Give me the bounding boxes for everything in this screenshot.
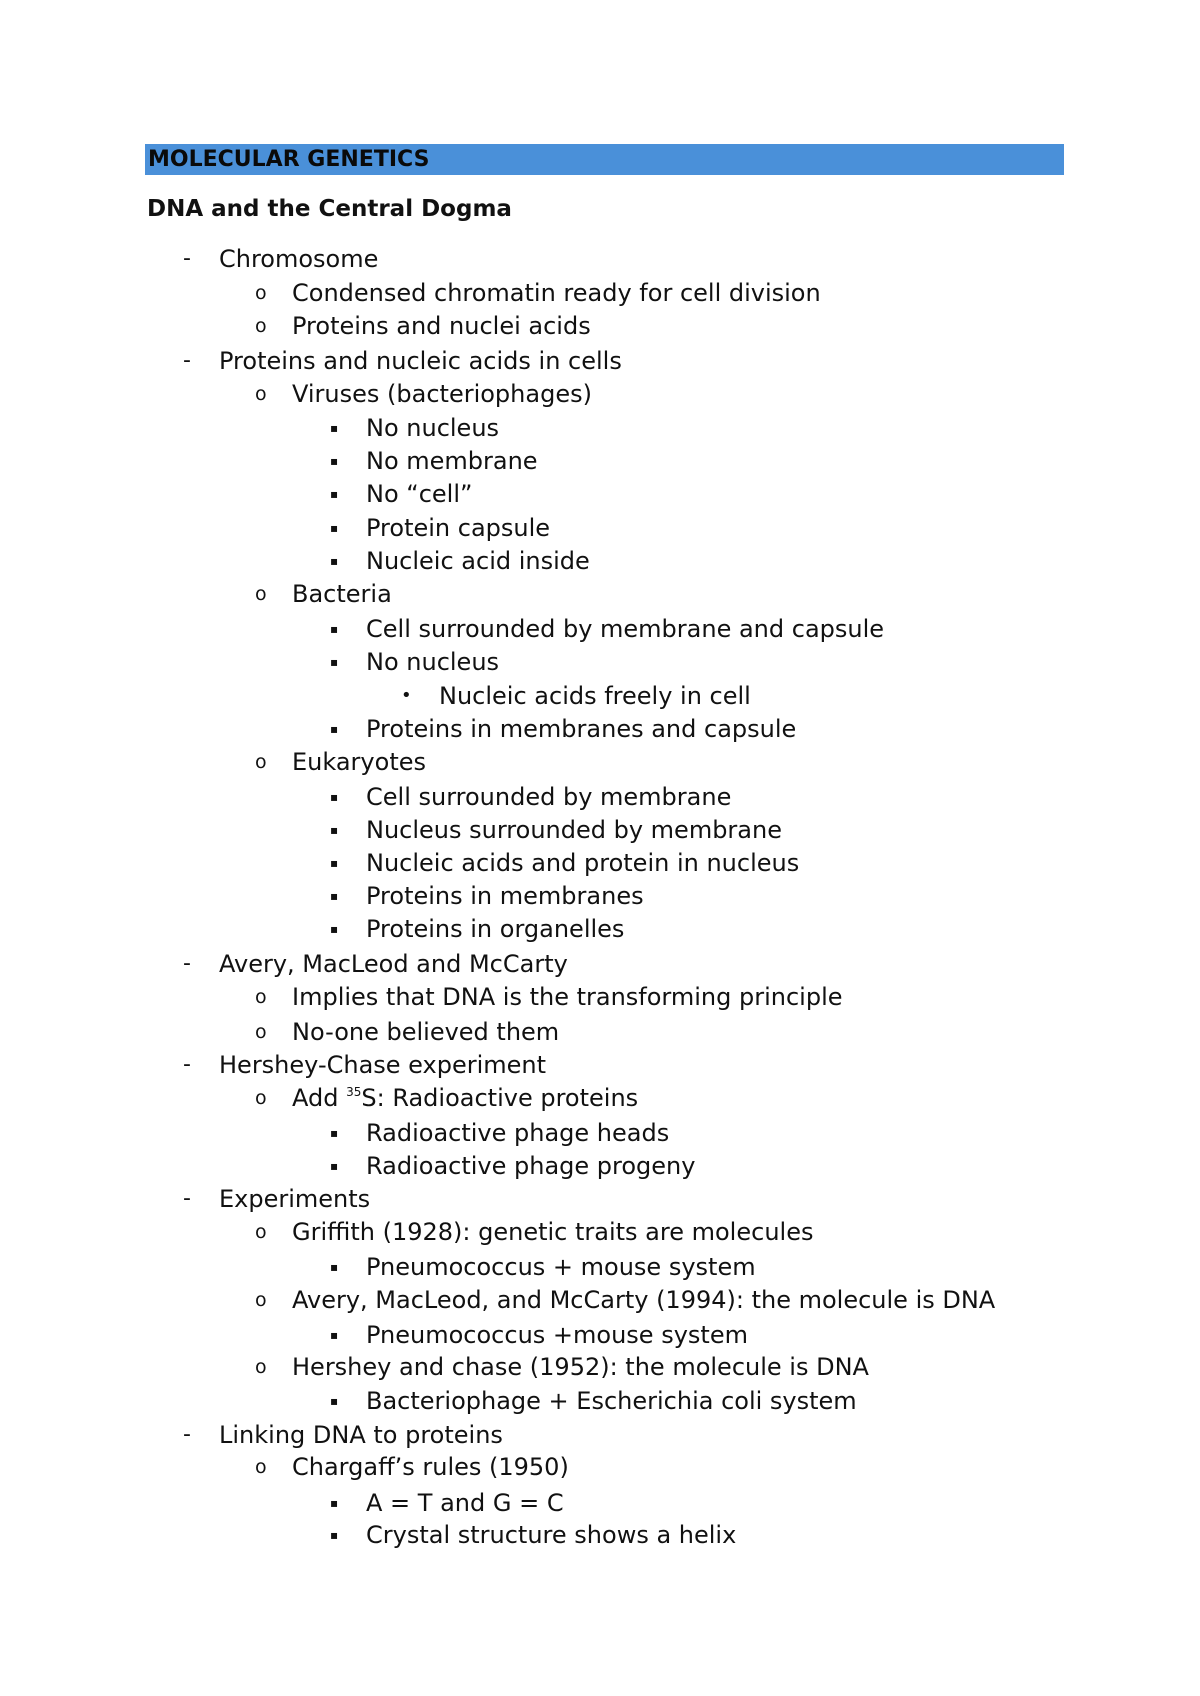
list-item-label: Cell surrounded by membrane: [366, 783, 732, 811]
list-item-text: [366, 1118, 669, 1148]
square-bullet-icon: ▪: [330, 487, 339, 501]
list-item-text: [366, 546, 590, 576]
list-item-text: [366, 446, 538, 476]
dash-bullet: -: [183, 1186, 191, 1211]
list-item-label: Chromosome: [219, 245, 379, 273]
square-bullet-icon: ▪: [330, 521, 339, 535]
list-item-label: Crystal structure shows a helix: [366, 1521, 737, 1549]
circle-bullet: o: [255, 751, 267, 773]
list-item-label: Bacteria: [292, 580, 392, 608]
dash-bullet: -: [183, 1422, 191, 1447]
square-bullet-icon: ▪: [330, 1159, 339, 1173]
list-item-label: Nucleus surrounded by membrane: [366, 816, 782, 844]
circle-bullet: o: [255, 1021, 267, 1043]
list-item-label: A = T and G = C: [366, 1489, 564, 1517]
list-item-label: Bacteriophage + Escherichia coli system: [366, 1387, 857, 1415]
list-item-text: [292, 747, 426, 777]
square-bullet-icon: ▪: [330, 856, 339, 870]
list-item-label: Radioactive phage heads: [366, 1119, 670, 1147]
list-item-label: Experiments: [219, 1185, 371, 1213]
list-item-label: Implies that DNA is the transforming principle: [292, 983, 843, 1011]
circle-bullet: o: [255, 1289, 267, 1311]
square-bullet-icon: ▪: [330, 454, 339, 468]
list-item-text: [219, 949, 568, 979]
list-item-label: No nucleus: [366, 648, 500, 676]
list-item-text: [366, 714, 796, 744]
list-item-label: Pneumococcus + mouse system: [366, 1253, 756, 1281]
list-item-text: [292, 1017, 559, 1047]
list-item-text: [366, 1520, 736, 1550]
list-item-text: [366, 479, 472, 509]
list-item-label: Proteins and nuclei acids: [292, 312, 591, 340]
square-bullet-icon: ▪: [330, 622, 339, 636]
list-item-text: [292, 1352, 869, 1382]
list-item-label: No-one believed them: [292, 1018, 560, 1046]
list-item-text: [366, 815, 782, 845]
list-item-text: [219, 1184, 370, 1214]
dash-bullet: -: [183, 246, 191, 271]
list-item-label: No “cell”: [366, 480, 473, 508]
list-item-text: [366, 848, 799, 878]
list-item-text: [292, 579, 392, 609]
list-item-label: Avery, MacLeod and McCarty: [219, 950, 568, 978]
circle-bullet: o: [255, 1356, 267, 1378]
list-item-label: Proteins and nucleic acids in cells: [219, 347, 622, 375]
square-bullet-icon: ▪: [330, 1528, 339, 1542]
list-item-text: [219, 1420, 503, 1450]
list-item-label: Radioactive phage progeny: [366, 1152, 696, 1180]
square-bullet-icon: ▪: [330, 421, 339, 435]
list-item-text: [292, 1285, 995, 1315]
list-item-label: S: Radioactive proteins: [361, 1084, 639, 1112]
dot-bullet: •: [401, 685, 412, 706]
square-bullet-icon: ▪: [330, 1328, 339, 1342]
list-item-prefix: Add: [292, 1084, 347, 1112]
list-item-label: No membrane: [366, 447, 538, 475]
square-bullet-icon: ▪: [330, 722, 339, 736]
list-item-text: [366, 1386, 857, 1416]
square-bullet-icon: ▪: [330, 1394, 339, 1408]
list-item-label: Viruses (bacteriophages): [292, 380, 592, 408]
list-item-label: Chargaff’s rules (1950): [292, 1453, 569, 1481]
circle-bullet: o: [255, 383, 267, 405]
list-item-text: [366, 413, 499, 443]
list-item-label: Hershey and chase (1952): the molecule is DNA: [292, 1353, 869, 1381]
list-item-text: [366, 1151, 695, 1181]
superscript-isotope: 35: [346, 1085, 362, 1099]
circle-bullet: o: [255, 315, 267, 337]
list-item-text: [366, 782, 731, 812]
list-item-label: Proteins in membranes and capsule: [366, 715, 797, 743]
list-item-label: Nucleic acid inside: [366, 547, 590, 575]
dash-bullet: -: [183, 951, 191, 976]
list-item-text: [219, 346, 622, 376]
list-item-text: [292, 379, 592, 409]
square-bullet-icon: ▪: [330, 922, 339, 936]
square-bullet-icon: ▪: [330, 1496, 339, 1510]
list-item-text: [292, 278, 821, 308]
list-item-text: [366, 914, 624, 944]
square-bullet-icon: ▪: [330, 889, 339, 903]
list-item-label: Proteins in organelles: [366, 915, 625, 943]
dash-bullet: -: [183, 1052, 191, 1077]
square-bullet-icon: ▪: [330, 1126, 339, 1140]
list-item-text: [292, 1083, 638, 1113]
document-title: MOLECULAR GENETICS: [148, 147, 430, 172]
list-item-text: [366, 513, 550, 543]
list-item-text: [366, 1488, 564, 1518]
square-bullet-icon: ▪: [330, 823, 339, 837]
circle-bullet: o: [255, 1087, 267, 1109]
list-item-text: [292, 311, 591, 341]
circle-bullet: o: [255, 1456, 267, 1478]
square-bullet-icon: ▪: [330, 1260, 339, 1274]
list-item-text: [366, 881, 644, 911]
circle-bullet: o: [255, 583, 267, 605]
list-item-text: [292, 1452, 569, 1482]
list-item-label: Proteins in membranes: [366, 882, 644, 910]
list-item-label: Nucleic acids and protein in nucleus: [366, 849, 800, 877]
list-item-label: Pneumococcus +mouse system: [366, 1321, 748, 1349]
list-item-label: No nucleus: [366, 414, 500, 442]
list-item-text: [439, 681, 751, 711]
list-item-label: Eukaryotes: [292, 748, 426, 776]
list-item-text: [366, 1252, 756, 1282]
list-item-label: Hershey-Chase experiment: [219, 1051, 547, 1079]
list-item-text: [292, 1217, 813, 1247]
square-bullet-icon: ▪: [330, 554, 339, 568]
dash-bullet: -: [183, 348, 191, 373]
list-item-text: [366, 1320, 748, 1350]
list-item-text: [366, 614, 884, 644]
list-item-label: Griffith (1928): genetic traits are molecules: [292, 1218, 814, 1246]
list-item-text: [219, 1050, 546, 1080]
list-item-text: [219, 244, 378, 274]
list-item-label: Nucleic acids freely in cell: [439, 682, 751, 710]
list-item-label: Protein capsule: [366, 514, 551, 542]
list-item-text: [292, 982, 843, 1012]
list-item-label: Cell surrounded by membrane and capsule: [366, 615, 885, 643]
circle-bullet: o: [255, 986, 267, 1008]
circle-bullet: o: [255, 282, 267, 304]
list-item-label: Condensed chromatin ready for cell division: [292, 279, 821, 307]
section-heading: DNA and the Central Dogma: [147, 196, 512, 222]
list-item-label: Avery, MacLeod, and McCarty (1994): the molecule is DNA: [292, 1286, 996, 1314]
list-item-text: [366, 647, 499, 677]
square-bullet-icon: ▪: [330, 655, 339, 669]
list-item-label: Linking DNA to proteins: [219, 1421, 503, 1449]
circle-bullet: o: [255, 1221, 267, 1243]
square-bullet-icon: ▪: [330, 790, 339, 804]
